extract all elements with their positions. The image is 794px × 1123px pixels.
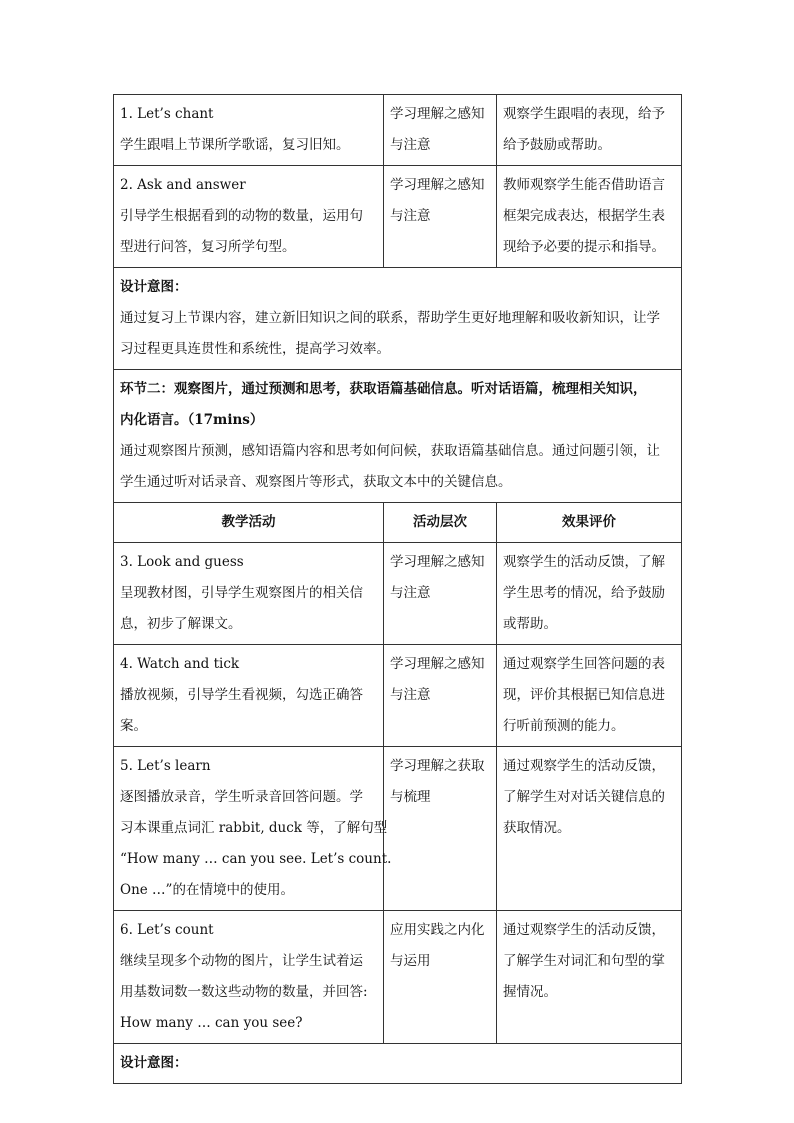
stage-description: 通过观察图片预测，感知语篇内容和思考如何问候，获取语篇基础信息。通过问题引领，让 — [120, 443, 660, 459]
activity-text: 引导学生根据看到的动物的数量，运用句 — [120, 208, 363, 224]
level-text: 与注意 — [390, 585, 431, 601]
eval-cell — [497, 747, 682, 911]
level-text: 学习理解之感知 — [390, 656, 485, 672]
activity-text: 学生跟唱上节课所学歌谣，复习旧知。 — [120, 137, 350, 153]
activity-title: 2. Ask and answer — [120, 177, 246, 193]
design-intent-row — [114, 268, 682, 370]
table-header-row — [114, 503, 682, 543]
stage-title: 内化语言。（17mins） — [120, 412, 264, 428]
activity-title: 4. Watch and tick — [120, 656, 240, 672]
level-text: 学习理解之感知 — [390, 554, 485, 570]
design-intent-row — [114, 1044, 682, 1084]
level-cell — [384, 166, 497, 268]
level-cell — [384, 543, 497, 645]
eval-text: 现给予必要的提示和指导。 — [503, 239, 665, 255]
level-cell — [384, 911, 497, 1044]
table-row — [114, 166, 682, 268]
eval-cell — [497, 543, 682, 645]
level-text: 学习理解之获取 — [390, 758, 485, 774]
stage-description: 学生通过听对话录音、观察图片等形式，获取文本中的关键信息。 — [120, 474, 512, 490]
level-text: 与注意 — [390, 137, 431, 153]
table-row — [114, 911, 682, 1044]
eval-text: 了解学生对词汇和句型的掌 — [503, 953, 665, 969]
eval-text: 通过观察学生回答问题的表 — [503, 656, 665, 672]
eval-text: 了解学生对对话关键信息的 — [503, 789, 665, 805]
activity-text: One …”的在情境中的使用。 — [120, 882, 294, 898]
eval-text: 给予鼓励或帮助。 — [503, 137, 611, 153]
activity-cell — [114, 645, 384, 747]
design-intent-heading: 设计意图： — [120, 279, 188, 295]
stage-row — [114, 370, 682, 503]
activity-text: 播放视频，引导学生看视频，勾选正确答 — [120, 687, 363, 703]
activity-text: 习本课重点词汇 rabbit, duck 等，了解句型 — [120, 820, 388, 836]
activity-text: 用基数词数一数这些动物的数量，并回答: — [120, 984, 368, 1000]
activity-text: How many … can you see? — [120, 1015, 303, 1031]
level-text: 与运用 — [390, 953, 431, 969]
level-cell — [384, 747, 497, 911]
stage-title: 环节二：观察图片，通过预测和思考，获取语篇基础信息。听对话语篇，梳理相关知识， — [120, 381, 647, 397]
activity-title: 1. Let’s chant — [120, 106, 214, 122]
eval-text: 通过观察学生的活动反馈， — [503, 922, 665, 938]
eval-text: 教师观察学生能否借助语言 — [503, 177, 665, 193]
eval-cell — [497, 166, 682, 268]
table-row — [114, 95, 682, 166]
eval-text: 观察学生跟唱的表现，给予 — [503, 106, 665, 122]
level-text: 与梳理 — [390, 789, 431, 805]
activity-text: 案。 — [120, 718, 147, 734]
activity-cell — [114, 747, 392, 911]
design-intent-cell — [114, 268, 682, 370]
design-intent-text: 通过复习上节课内容，建立新旧知识之间的联系，帮助学生更好地理解和吸收新知识，让学 — [120, 310, 660, 326]
eval-text: 获取情况。 — [503, 820, 571, 836]
eval-cell — [497, 645, 682, 747]
header-eval: 效果评价 — [497, 503, 682, 543]
level-text: 学习理解之感知 — [390, 177, 485, 193]
eval-cell — [497, 95, 682, 166]
eval-cell — [497, 911, 682, 1044]
lesson-plan-table — [113, 94, 682, 1084]
header-activity: 教学活动 — [114, 503, 384, 543]
stage-cell — [114, 370, 682, 503]
eval-text: 观察学生的活动反馈，了解 — [503, 554, 665, 570]
level-cell — [384, 645, 497, 747]
activity-text: 呈现教材图，引导学生观察图片的相关信 — [120, 585, 363, 601]
activity-text: 继续呈现多个动物的图片，让学生试着运 — [120, 953, 363, 969]
activity-cell — [114, 911, 384, 1044]
eval-text: 握情况。 — [503, 984, 557, 1000]
eval-text: 现，评价其根据已知信息进 — [503, 687, 665, 703]
design-intent-text: 习过程更具连贯性和系统性，提高学习效率。 — [120, 341, 390, 357]
table-row — [114, 747, 682, 911]
activity-title: 6. Let’s count — [120, 922, 214, 938]
level-text: 与注意 — [390, 208, 431, 224]
level-text: 学习理解之感知 — [390, 106, 485, 122]
level-text: 应用实践之内化 — [390, 922, 485, 938]
activity-cell — [114, 95, 384, 166]
eval-text: 通过观察学生的活动反馈， — [503, 758, 665, 774]
eval-text: 学生思考的情况，给予鼓励 — [503, 585, 665, 601]
level-cell — [384, 95, 497, 166]
design-intent-heading: 设计意图： — [120, 1055, 188, 1071]
activity-text: 息，初步了解课文。 — [120, 616, 242, 632]
level-text: 与注意 — [390, 687, 431, 703]
activity-cell — [114, 543, 384, 645]
activity-text: 逐图播放录音，学生听录音回答问题。学 — [120, 789, 363, 805]
design-intent-cell — [114, 1044, 682, 1084]
table-row — [114, 645, 682, 747]
activity-text: 型进行问答，复习所学句型。 — [120, 239, 296, 255]
eval-text: 或帮助。 — [503, 616, 557, 632]
activity-text: “How many … can you see. Let’s count. — [120, 851, 392, 867]
activity-title: 3. Look and guess — [120, 554, 244, 570]
eval-text: 行听前预测的能力。 — [503, 718, 625, 734]
activity-cell — [114, 166, 384, 268]
header-level: 活动层次 — [384, 503, 497, 543]
activity-title: 5. Let’s learn — [120, 758, 211, 774]
eval-text: 框架完成表达，根据学生表 — [503, 208, 665, 224]
table-row — [114, 543, 682, 645]
